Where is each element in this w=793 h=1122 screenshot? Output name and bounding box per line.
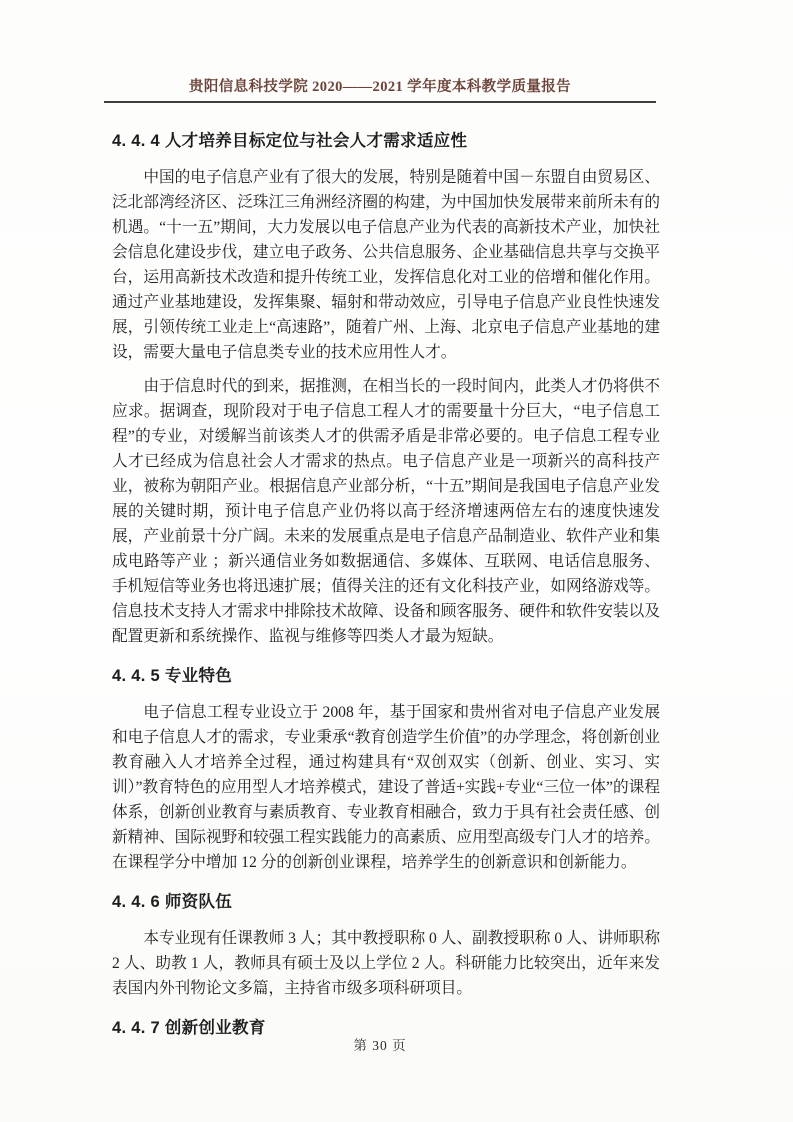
section-heading-4-4-4: 4. 4. 4 人才培养目标定位与社会人才需求适应性	[112, 132, 468, 150]
paragraph-major-features: 电子信息工程专业设立于 2008 年，基于国家和贵州省对电子信息产业发展和电子信息人才的需求，专业秉承“教育创造学生价值”的办学理念，将创新创业教育融入人才培养全过程，通过构建具有“双创双实（创新、创业、实习、实训）”教育特色的应用型人才培养模式，建设了普适+实践+专业“三位一体”的课程体系，创新创业教育与素质教育、专业教育相融合，致力于具有社会责任感、创新精神、国际视野和较强工程实践能力的高素质、应用型高级专门人才的培养。在课程学分中增加 12 分的创新创业课程，培养学生的创新意识和创新能力。	[112, 704, 660, 871]
header-title: 贵阳信息科技学院 2020——2021 学年度本科教学质量报告	[188, 79, 572, 95]
page-number: 第 30 页	[353, 1038, 407, 1053]
section-heading-4-4-6: 4. 4. 6 师资队伍	[112, 893, 233, 911]
paragraph-faculty: 本专业现有任课教师 3 人；其中教授职称 0 人、副教授职称 0 人、讲师职称 2 人、助教 1 人，教师具有硕士及以上学位 2 人。科研能力比较突出，近年来发表国内外刊物论文多篇，主持省市级多项科研项目。	[112, 930, 660, 997]
section-heading-4-4-5: 4. 4. 5 专业特色	[112, 667, 233, 685]
page-header	[104, 79, 656, 103]
document-body	[112, 104, 660, 1052]
page-footer	[104, 1034, 656, 1055]
section-heading-4-4-7: 4. 4. 7 创新创业教育	[112, 1019, 266, 1037]
header-rule	[104, 101, 656, 103]
paragraph-talent-demand: 由于信息时代的到来，据推测，在相当长的一段时间内，此类人才仍将供不应求。据调查，现阶段对于电子信息工程人才的需要量十分巨大，“电子信息工程”的专业，对缓解当前该类人才的供需矛盾是非常必要的。电子信息工程专业人才已经成为信息社会人才需求的热点。电子信息产业是一项新兴的高科技产业，被称为朝阳产业。根据信息产业部分析，“十五”期间是我国电子信息产业发展的关键时期，预计电子信息产业仍将以高于经济增速两倍左右的速度快速发展，产业前景十分广阔。未来的发展重点是电子信息产品制造业、软件产业和集成电路等产业 ；新兴通信业务如数据通信、多媒体、互联网、电话信息服务、手机短信等业务也将迅速扩展；值得关注的还有文化科技产业，如网络游戏等。信息技术支持人才需求中排除技术故障、设备和顾客服务、硬件和软件安装以及配置更新和系统操作、监视与维修等四类人才最为短缺。	[112, 378, 660, 645]
paragraph-industry-development: 中国的电子信息产业有了很大的发展，特别是随着中国－东盟自由贸易区、泛北部湾经济区、泛珠江三角洲经济圈的构建，为中国加快发展带来前所未有的机遇。“十一五”期间，大力发展以电子信息产业为代表的高新技术产业，加快社会信息化建设步伐，建立电子政务、公共信息服务、企业基础信息共享与交换平台，运用高新技术改造和提升传统工业，发挥信息化对工业的倍增和催化作用。通过产业基地建设，发挥集聚、辐射和带动效应，引导电子信息产业良性快速发展，引领传统工业走上“高速路”，随着广州、上海、北京电子信息产业基地的建设，需要大量电子信息类专业的技术应用性人才。	[112, 169, 660, 361]
